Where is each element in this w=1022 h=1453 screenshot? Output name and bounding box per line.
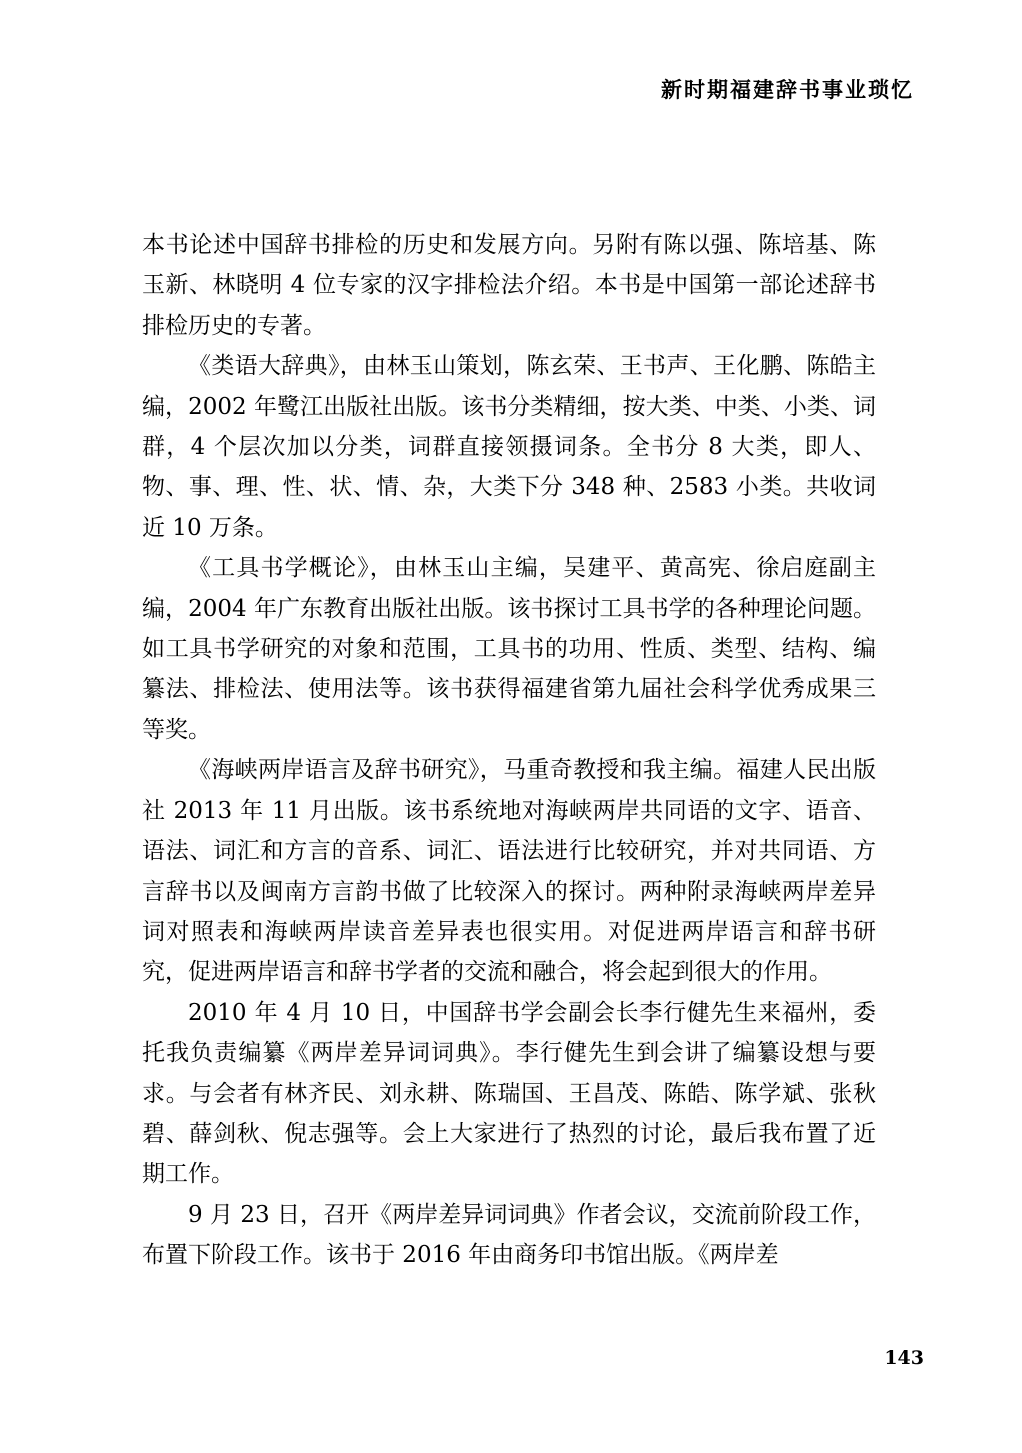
paragraph-reference-book-theory: 《工具书学概论》，由林玉山主编，吴建平、黄高宪、徐启庭副主编，2004 年广东教育出版社出版。该书探讨工具书学的各种理论问题。如工具书学研究的对象和范围，工具书的功用、性质、类型、结构、编纂法、排检法、使用法等。该书获得福建省第九届社会科学优秀成果三等奖。 (142, 555, 876, 743)
body-text (142, 225, 876, 1276)
paragraph-2010-meeting: 2010 年 4 月 10 日，中国辞书学会副会长李行健先生来福州，委托我负责编纂《两岸差异词词典》。李行健先生到会讲了编纂设想与要求。与会者有林齐民、刘永耕、陈瑞国、王昌茂、陈皓、陈学斌、张秋碧、薛剑秋、倪志强等。会上大家进行了热烈的讨论，最后我布置了近期工作。 (142, 999, 876, 1188)
paragraph-continuation: 本书论述中国辞书排检的历史和发展方向。另附有陈以强、陈培基、陈玉新、林晓明 4 位专家的汉字排检法介绍。本书是中国第一部论述辞书排检历史的专著。 (142, 232, 876, 339)
running-header: 新时期福建辞书事业琐忆 (661, 77, 914, 102)
paragraph-lei-yu-dictionary: 《类语大辞典》，由林玉山策划，陈玄荣、王书声、王化鹏、陈皓主编，2002 年鹭江出版社出版。该书分类精细，按大类、中类、小类、词群，4 个层次加以分类，词群直接领摄词条。全书分 8 大类，即人、物、事、理、性、状、情、杂，大类下分 348 种、2583 小类。共收词近 10 万条。 (142, 353, 876, 541)
paragraph-cross-strait-language-research: 《海峡两岸语言及辞书研究》，马重奇教授和我主编。福建人民出版社 2013 年 11 月出版。该书系统地对海峡两岸共同语的文字、语音、语法、词汇和方言的音系、词汇、语法进行比较研究，并对共同语、方言辞书以及闽南方言韵书做了比较深入的探讨。两种附录海峡两岸差异词对照表和海峡两岸读音差异表也很实用。对促进两岸语言和辞书研究，促进两岸语言和辞书学者的交流和融合，将会起到很大的作用。 (142, 757, 876, 986)
paragraph-september-meeting: 9 月 23 日，召开《两岸差异词词典》作者会议，交流前阶段工作，布置下阶段工作。该书于 2016 年由商务印书馆出版。《两岸差 (142, 1201, 876, 1269)
page-number: 143 (884, 1347, 924, 1369)
